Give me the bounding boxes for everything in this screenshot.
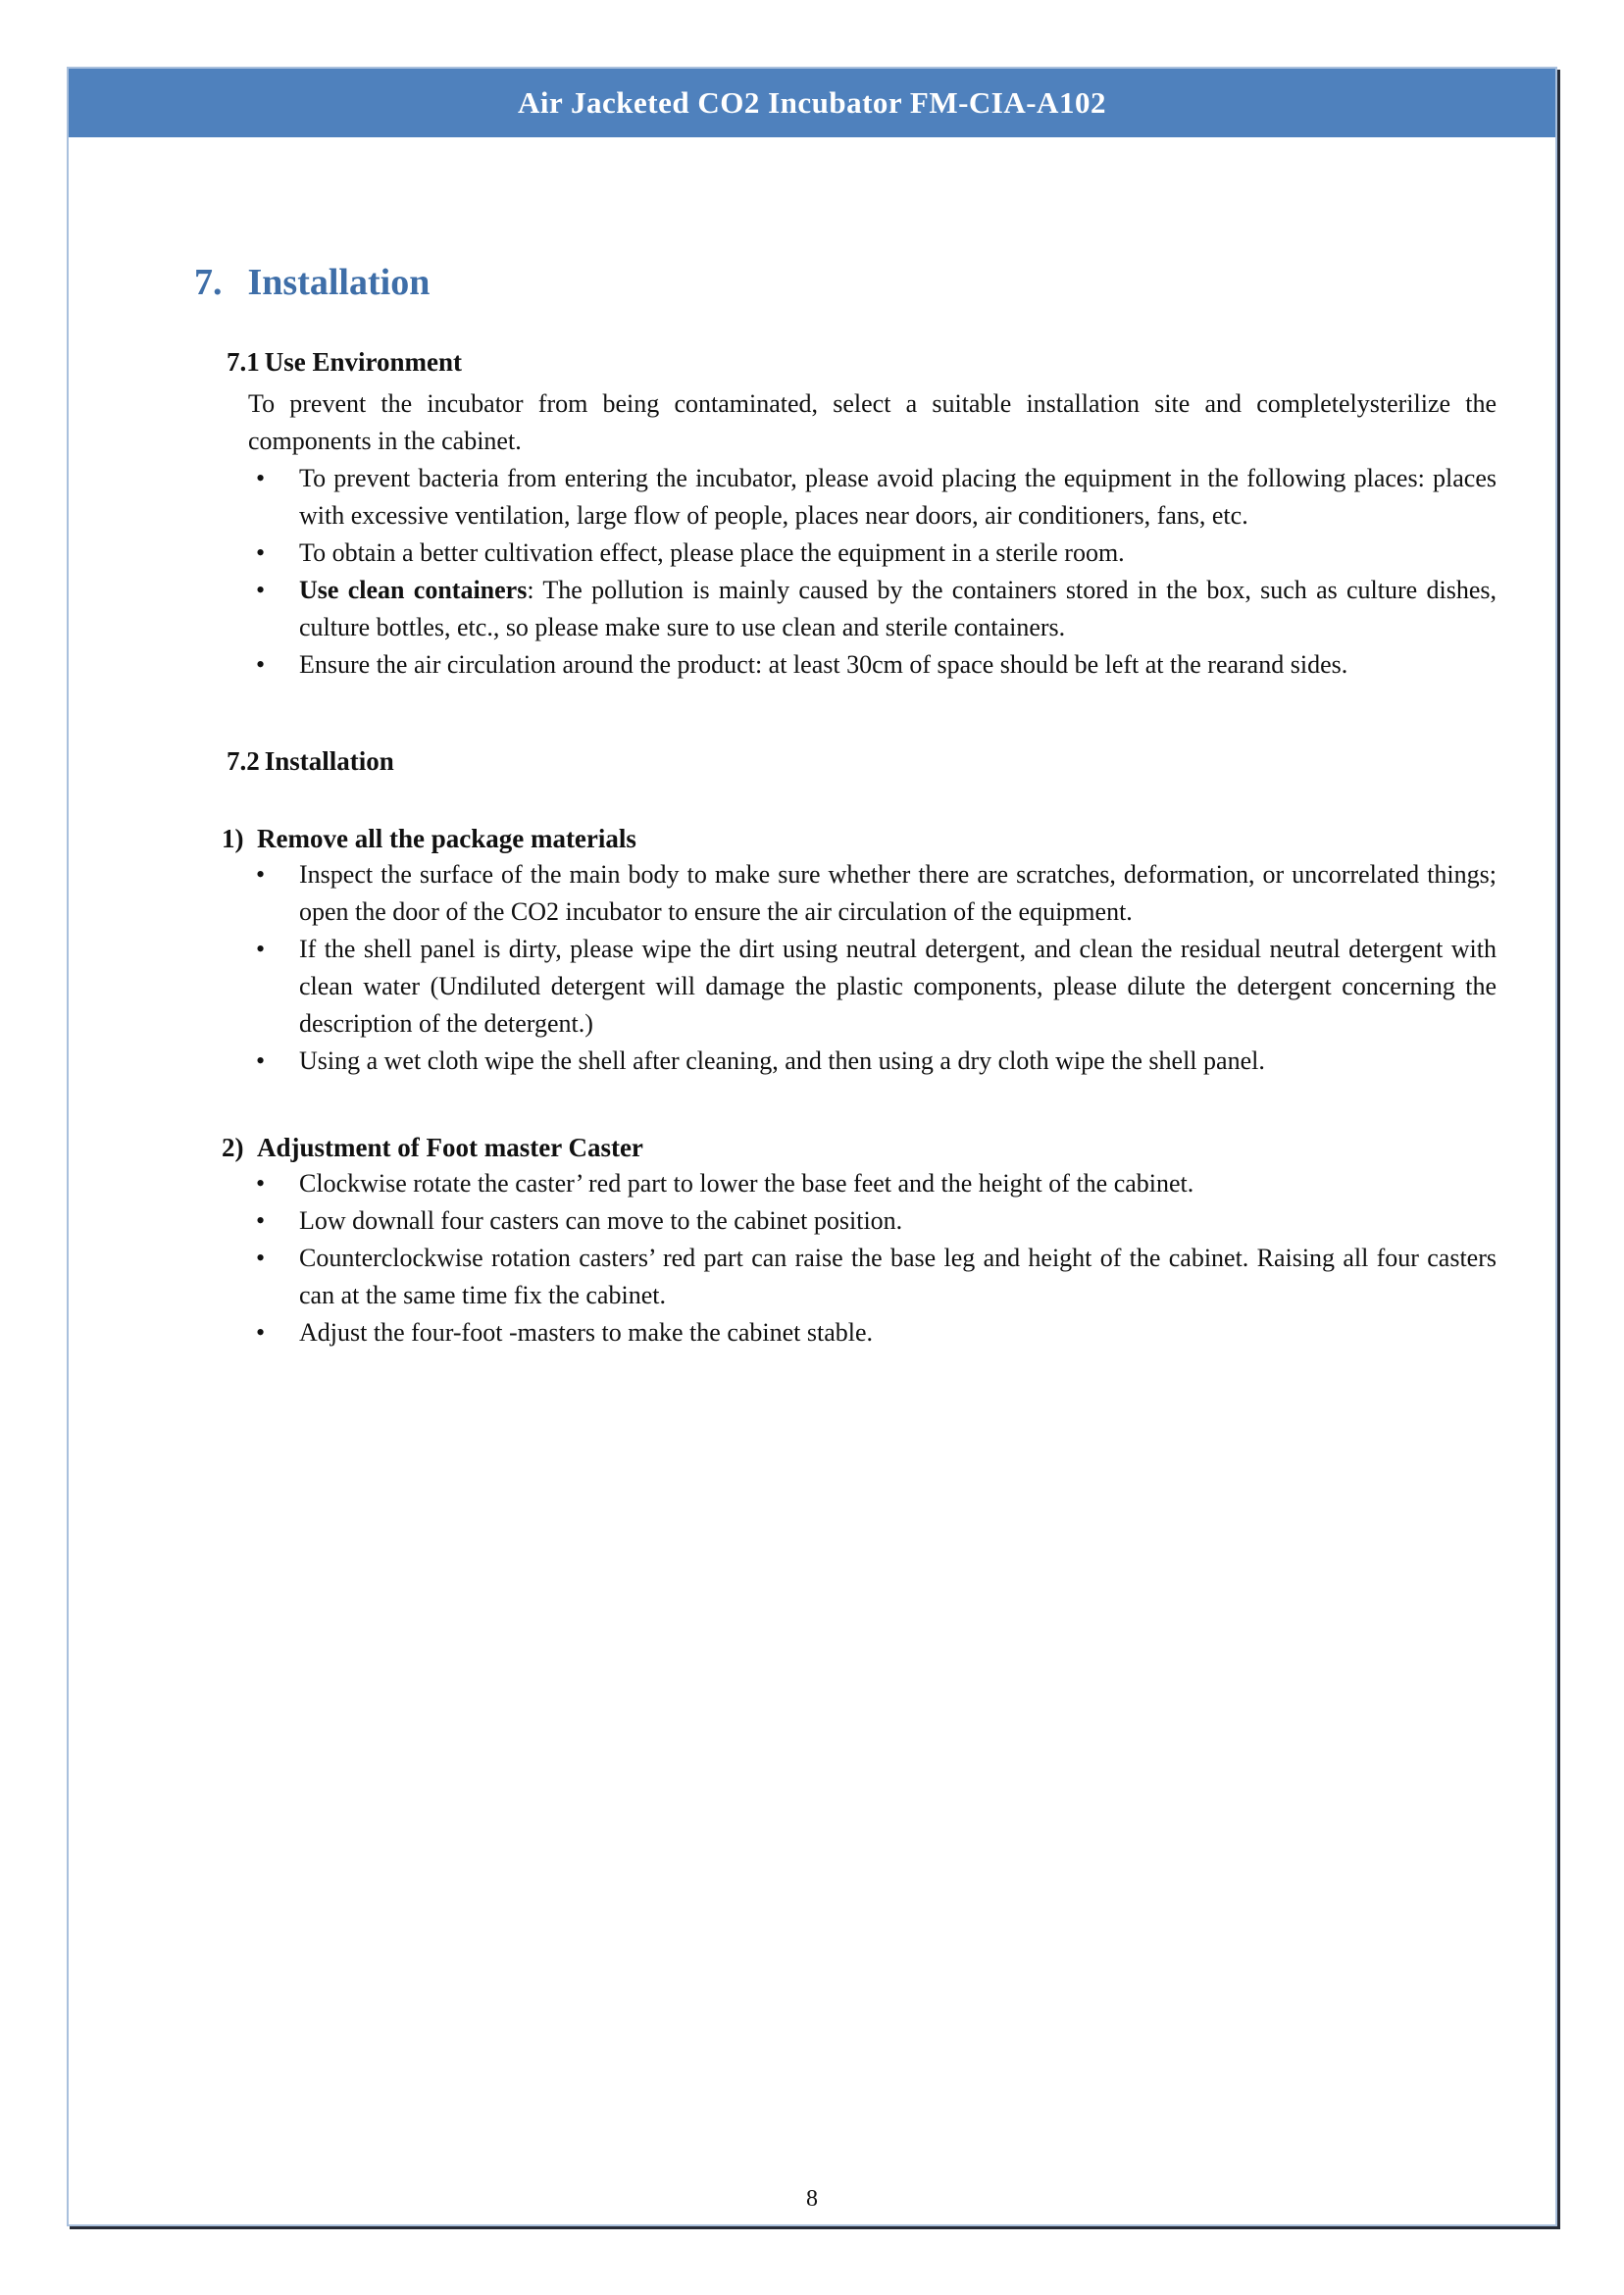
subsection-heading-installation xyxy=(227,746,1497,777)
page-number: 8 xyxy=(806,2186,818,2212)
list-item: • Inspect the surface of the main body to make sure whether there are scratches, deformation, or uncorrelated things; open the door of the CO2 incubator to ensure the air circulation of the equipment. xyxy=(299,856,1497,931)
document-header-bar xyxy=(69,69,1555,137)
section-title: Installation xyxy=(247,262,431,303)
subsection-number: 7.2 xyxy=(227,746,260,776)
installation-step-1 xyxy=(69,824,1555,1080)
list-item: • If the shell panel is dirty, please wipe the dirt using neutral detergent, and clean the residual neutral detergent with clean water (Undiluted detergent will damage the plastic components, please dilute the detergent concerning the description of the detergent.) xyxy=(299,931,1497,1043)
list-item: • Using a wet cloth wipe the shell after cleaning, and then using a dry cloth wipe the shell panel. xyxy=(299,1043,1497,1080)
document-title: Air Jacketed CO2 Incubator FM-CIA-A102 xyxy=(518,85,1106,120)
list-item: • Ensure the air circulation around the product: at least 30cm of space should be left at the rearand sides. xyxy=(299,646,1497,684)
list-item xyxy=(299,572,1497,646)
step-heading xyxy=(222,824,1497,854)
use-environment-bullet-list xyxy=(69,460,1497,684)
list-item-text: : The pollution is mainly caused by the containers stored in the box, such as culture dishes, culture bottles, etc., so please make sure to use clean and sterile containers. xyxy=(299,576,1497,641)
step-2-bullet-list xyxy=(69,1165,1497,1352)
step-heading xyxy=(222,1133,1497,1163)
list-item: • Adjust the four-foot -masters to make the cabinet stable. xyxy=(299,1314,1497,1352)
list-item: • Clockwise rotate the caster’ red part to lower the base feet and the height of the cabinet. xyxy=(299,1165,1497,1202)
section-heading xyxy=(194,261,1497,304)
subsection-heading-use-environment xyxy=(227,347,1497,378)
subsection-title: Use Environment xyxy=(264,347,463,377)
subsection-title: Installation xyxy=(264,746,394,776)
list-item: • To obtain a better cultivation effect, please place the equipment in a sterile room. xyxy=(299,535,1497,572)
list-item: • Low downall four casters can move to the cabinet position. xyxy=(299,1202,1497,1240)
step-title: Remove all the package materials xyxy=(257,824,636,853)
step-title: Adjustment of Foot master Caster xyxy=(257,1133,643,1162)
bold-phrase: Use clean containers xyxy=(299,576,528,604)
use-environment-intro: To prevent the incubator from being contaminated, select a suitable installation site and completelysterilize the components in the cabinet. xyxy=(248,389,1497,455)
section-number: 7. xyxy=(194,262,223,303)
step-number: 1) xyxy=(222,824,244,853)
subsection-number: 7.1 xyxy=(227,347,260,377)
installation-step-2 xyxy=(69,1133,1555,1352)
step-number: 2) xyxy=(222,1133,244,1162)
step-1-bullet-list xyxy=(69,856,1497,1080)
list-item: • To prevent bacteria from entering the incubator, please avoid placing the equipment in the following places: places with excessive ventilation, large flow of people, places near doors, air conditioners, fans, etc. xyxy=(299,460,1497,535)
page-frame xyxy=(67,67,1557,2226)
list-item: • Counterclockwise rotation casters’ red part can raise the base leg and height of the cabinet. Raising all four casters can at the same time fix the cabinet. xyxy=(299,1240,1497,1314)
